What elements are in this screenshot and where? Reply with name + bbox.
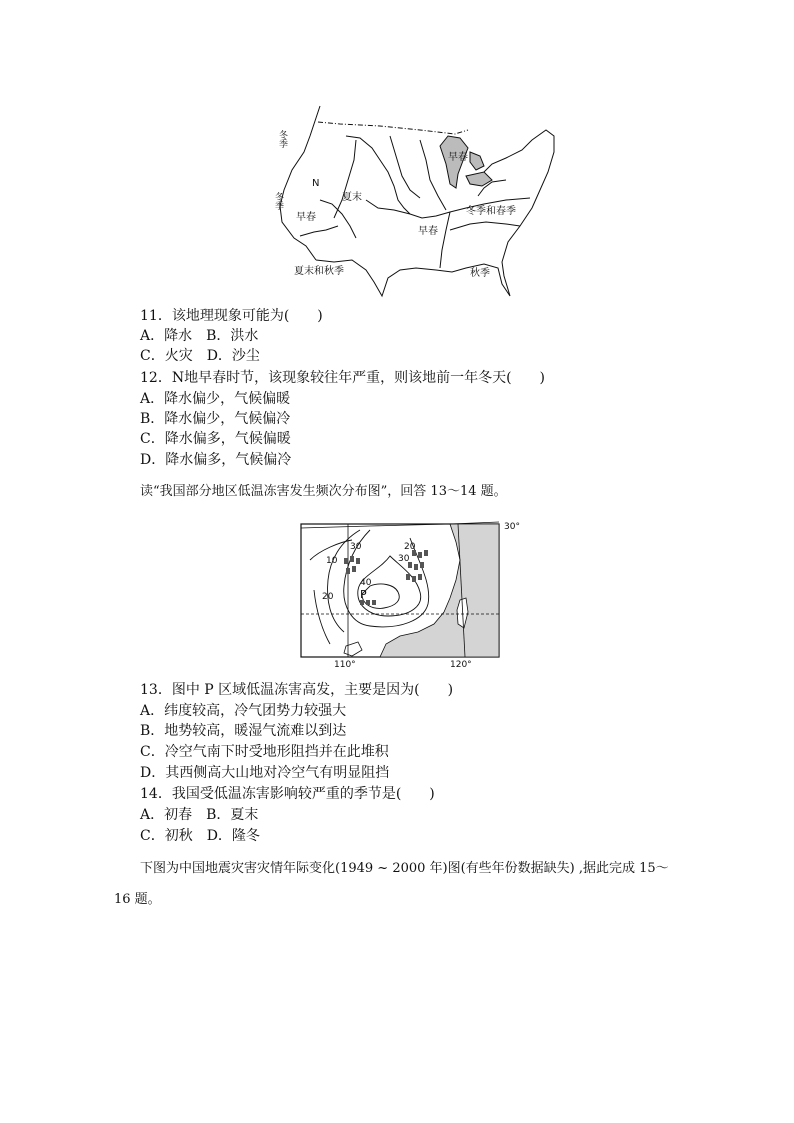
- label-early-spring-west: 早春: [296, 212, 316, 223]
- region-P-label: P: [360, 588, 367, 601]
- q12-option-b: B．降水偏少，气候偏冷: [140, 411, 291, 427]
- intro-15-16-line1: 下图为中国地震灾害灾情年际变化(1949 ~ 2000 年)图(有些年份数据缺失) ,据此完成 15～: [140, 861, 669, 876]
- q11-options-cd: C．火灾 D．沙尘: [140, 348, 260, 364]
- label-early-spring-ne: 早春: [448, 152, 468, 163]
- q11-stem: 11．该地理现象可能为( ): [140, 308, 323, 324]
- china-frost-map: [300, 520, 530, 670]
- lon-120-label: 120°: [450, 660, 472, 670]
- q14-stem: 14．我国受低温冻害影响较严重的季节是( ): [140, 786, 435, 802]
- label-autumn: 秋季: [470, 268, 490, 279]
- q13-stem: 13．图中 P 区域低温冻害高发，主要是因为( ): [140, 682, 454, 698]
- label-summer-end-autumn: 夏末和秋季: [294, 266, 344, 277]
- q13-option-c: C．冷空气南下时受地形阻挡并在此堆积: [140, 744, 389, 760]
- label-winter-and-spring: 冬季和春季: [466, 206, 516, 217]
- isoline-20b-label: 20: [404, 542, 416, 552]
- q12-stem: 12．N地早春时节，该现象较往年严重，则该地前一年冬天( ): [140, 370, 545, 386]
- isoline-30b-label: 30: [398, 554, 410, 564]
- label-winter-north: 冬季: [277, 130, 287, 148]
- isoline-40-label: 40: [360, 578, 372, 588]
- q12-option-c: C．降水偏多，气候偏暖: [140, 431, 291, 447]
- intro-13-14: 读“我国部分地区低温冻害发生频次分布图”，回答 13～14 题。: [140, 484, 507, 499]
- label-N: N: [312, 178, 320, 189]
- q12-option-a: A．降水偏少，气候偏暖: [140, 391, 291, 407]
- q14-options-cd: C．初秋 D．隆冬: [140, 828, 260, 844]
- q11-options-ab: A．降水 B．洪水: [140, 328, 259, 344]
- label-winter-west: 冬季: [273, 192, 283, 210]
- q13-option-d: D．其西侧高大山地对冷空气有明显阻挡: [140, 765, 390, 781]
- isoline-20-label: 20: [322, 592, 334, 602]
- q14-options-ab: A．初春 B．夏末: [140, 807, 259, 823]
- q13-option-b: B．地势较高，暖湿气流难以到达: [140, 723, 347, 739]
- lat-30-label: 30°: [504, 522, 520, 532]
- lon-110-label: 110°: [334, 660, 356, 670]
- q13-option-a: A．纬度较高，冷气团势力较强大: [140, 703, 347, 719]
- isoline-10-label: 10: [326, 556, 338, 566]
- q12-option-d: D．降水偏多，气候偏冷: [140, 452, 292, 468]
- label-early-spring-mid: 早春: [418, 226, 438, 237]
- label-summer-end: 夏末: [342, 192, 362, 203]
- isoline-30-label: 30: [350, 542, 362, 552]
- us-map-figure: [270, 100, 560, 302]
- intro-15-16-line2: 16 题。: [114, 892, 161, 907]
